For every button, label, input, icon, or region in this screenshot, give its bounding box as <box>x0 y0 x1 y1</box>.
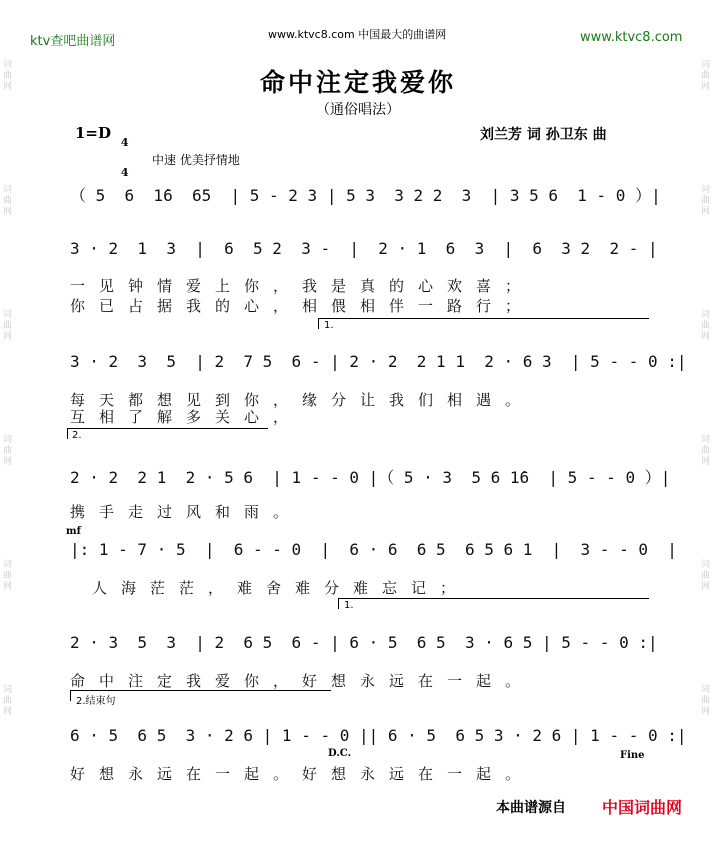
time-signature-top: 4 <box>120 136 129 149</box>
side-watermark: 词曲网 <box>3 685 13 717</box>
lyric-line: 好想永远在一起。好想永远在一起。 <box>70 765 535 783</box>
song-subtitle: （通俗唱法） <box>316 102 400 118</box>
notation-row: 3 · 2 1 3 | 6 5 2 3 - | 2 · 1 6 3 | 6 3 2 2 - | <box>70 239 658 258</box>
volta-label: 2. <box>72 430 82 441</box>
notation-row: 6 · 5 6 5 3 · 2 6 | 1 - - 0 || 6 · 5 6 5 3 · 2 6 | 1 - - 0 :| <box>70 726 687 745</box>
side-watermark: 词曲网 <box>3 435 13 467</box>
notation-row: 3 · 2 3 5 | 2 7 5 6 - | 2 · 2 2 1 1 2 · 6 3 | 5 - - 0 :| <box>70 352 687 371</box>
key-signature: 1=D <box>75 124 112 142</box>
side-watermark: 词曲网 <box>3 560 13 592</box>
song-title: 命中注定我爱你 <box>259 68 456 97</box>
lyric-line: 互相了解多关心， <box>70 408 303 426</box>
header-left-site[interactable]: ktv查吧曲谱网 <box>30 34 116 49</box>
side-watermark: 词曲网 <box>3 310 13 342</box>
notation-row: |: 1 - 7 · 5 | 6 - - 0 | 6 · 6 6 5 6 5 6 1 | 3 - - 0 | <box>70 540 677 559</box>
notation-row: （ 5 6 1̇6 65 | 5 - 2 3 | 5 3 3 2 2 3 | 3 5 6 1 - 0 ）| <box>70 186 661 205</box>
side-watermark: 词曲网 <box>701 310 711 342</box>
time-signature-bottom: 4 <box>120 166 129 179</box>
notation-row: 2 · 3 5 3 | 2 6 5 6 - | 6 · 5 6 5 3 · 6 5 | 5 - - 0 :| <box>70 633 658 652</box>
volta-label: 1. <box>324 320 334 331</box>
header-center-site: www.ktvc8.com 中国最大的曲谱网 <box>268 28 447 41</box>
side-watermark: 词曲网 <box>701 685 711 717</box>
volta-label: 1. <box>344 600 354 611</box>
notation-row: 2 · 2 2 1 2 · 5 6 | 1 - - 0 |（ 5 · 3 5 6 1̇6 | 5 - - 0 ）| <box>70 468 671 487</box>
side-watermark: 词曲网 <box>701 185 711 217</box>
fine-marking: Fine <box>620 750 645 761</box>
volta-bracket <box>338 598 649 609</box>
lyric-line: 每天都想见到你，缘分让我们相遇。 <box>70 391 535 409</box>
volta-bracket <box>67 428 268 439</box>
side-watermark: 词曲网 <box>701 60 711 92</box>
tempo-marking: 中速 优美抒情地 <box>152 153 240 167</box>
dynamic-marking: mf <box>66 526 81 537</box>
lyric-line: 命中注定我爱你，好想永远在一起。 <box>70 672 535 690</box>
side-watermark: 词曲网 <box>3 185 13 217</box>
side-watermark: 词曲网 <box>701 560 711 592</box>
song-credits: 刘兰芳 词 孙卫东 曲 <box>480 127 607 143</box>
lyric-line: 一见钟情爱上你，我是真的心欢喜； <box>70 277 535 295</box>
lyric-line: 携手走过风和雨。 <box>70 503 303 521</box>
side-watermark: 词曲网 <box>3 60 13 92</box>
side-watermark: 词曲网 <box>701 435 711 467</box>
volta-bracket <box>318 318 649 329</box>
header-right-site[interactable]: www.ktvc8.com <box>580 30 683 45</box>
dc-marking: D.C. <box>328 748 352 759</box>
volta-label: 2.结束句 <box>76 696 116 707</box>
lyric-line: 人海茫茫，难舍难分难忘记； <box>92 579 470 597</box>
source-brand-link[interactable]: 中国词曲网 <box>601 798 682 817</box>
source-label: 本曲谱源自 <box>496 800 566 816</box>
lyric-line: 你已占据我的心，相偎相伴一路行； <box>70 297 535 315</box>
